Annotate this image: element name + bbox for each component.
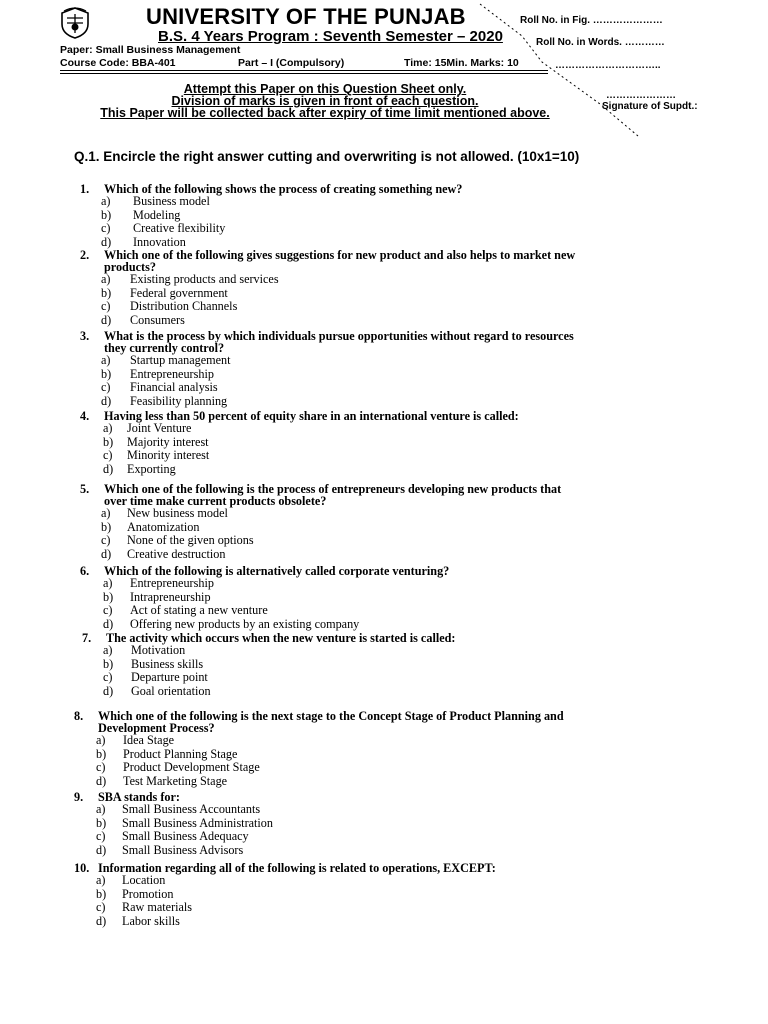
answer-option[interactable]: Offering new products by an existing company: [130, 616, 360, 631]
question-number: 3.: [80, 329, 90, 343]
answer-option[interactable]: New business model: [127, 506, 228, 521]
answer-option[interactable]: Product Planning Stage: [123, 746, 238, 761]
answer-option[interactable]: Financial analysis: [130, 380, 218, 395]
instruction-line: This Paper will be collected back after expiry of time limit mentioned above.: [100, 106, 550, 120]
answer-option[interactable]: Idea Stage: [123, 733, 175, 748]
answer-option[interactable]: Startup management: [130, 353, 231, 368]
answer-option[interactable]: Motivation: [131, 643, 186, 658]
answer-option[interactable]: Consumers: [130, 313, 185, 327]
question-text: Which of the following shows the process of creating something new?: [104, 182, 463, 196]
answer-option[interactable]: Innovation: [133, 234, 186, 249]
option-letter: c): [101, 533, 111, 548]
program-title: B.S. 4 Years Program : Seventh Semester – 2020: [158, 28, 503, 45]
answer-option[interactable]: Small Business Accountants: [122, 802, 261, 817]
option-letter: c): [101, 221, 111, 236]
answer-option[interactable]: Small Business Adequacy: [122, 829, 249, 844]
option-letter: a): [101, 272, 111, 287]
option-letter: b): [96, 886, 107, 901]
time-and-marks: Time: 15Min. Marks: 10: [404, 57, 519, 69]
answer-option[interactable]: Promotion: [122, 886, 174, 901]
answer-option[interactable]: Product Development Stage: [123, 760, 260, 775]
option-letter: c): [103, 603, 113, 618]
option-letter: d): [101, 234, 112, 249]
question-text: Which of the following is alternatively called corporate venturing?: [104, 564, 450, 578]
university-crest-icon: [58, 6, 92, 40]
question-text: Which one of the following gives suggestions for new product and also helps to market new: [104, 248, 576, 262]
option-letter: c): [96, 900, 106, 915]
answer-option[interactable]: Goal orientation: [131, 683, 211, 698]
question-text: over time make current products obsolete?: [104, 494, 327, 509]
option-letter: a): [101, 353, 111, 368]
answer-option[interactable]: Anatomization: [127, 519, 200, 534]
option-letter: d): [103, 683, 114, 698]
option-letter: d): [101, 313, 112, 327]
option-letter: a): [96, 733, 106, 748]
option-letter: c): [101, 299, 111, 314]
instruction-line: Attempt this Paper on this Question Sheet only.: [183, 82, 467, 96]
answer-option[interactable]: Distribution Channels: [130, 299, 238, 314]
answer-option[interactable]: Test Marketing Stage: [123, 774, 228, 788]
paper-name: Paper: Small Business Management: [60, 44, 241, 56]
option-letter: b): [103, 434, 114, 449]
instruction-line: Division of marks is given in front of each question.: [171, 94, 479, 108]
option-letter: b): [103, 656, 114, 671]
answer-option[interactable]: Raw materials: [122, 900, 193, 915]
signature-label: Signature of Supdt.:: [602, 101, 698, 112]
answer-option[interactable]: Majority interest: [127, 434, 209, 449]
option-letter: d): [103, 461, 114, 476]
option-letter: b): [96, 815, 107, 830]
answer-option[interactable]: None of the given options: [127, 533, 254, 548]
question-text: products?: [104, 260, 156, 275]
answer-option[interactable]: Location: [122, 873, 166, 888]
answer-option[interactable]: Exporting: [127, 461, 176, 476]
answer-option[interactable]: Modeling: [133, 207, 181, 222]
answer-option[interactable]: Joint Venture: [127, 421, 192, 436]
option-letter: a): [103, 576, 113, 591]
option-letter: d): [101, 547, 112, 561]
option-letter: a): [96, 802, 106, 817]
option-letter: b): [96, 746, 107, 761]
answer-option[interactable]: Small Business Administration: [122, 815, 273, 830]
question-text: Information regarding all of the following is related to operations, EXCEPT:: [98, 861, 496, 875]
paper-part: Part – I (Compulsory): [238, 57, 345, 69]
question-number: 1.: [80, 182, 90, 196]
option-letter: a): [96, 873, 106, 888]
question-number: 5.: [80, 482, 90, 496]
question-text: Which one of the following is the process of entrepreneurs developing new products that: [104, 482, 562, 496]
university-name: UNIVERSITY OF THE PUNJAB: [146, 4, 466, 29]
answer-option[interactable]: Creative destruction: [127, 547, 226, 561]
option-letter: a): [103, 421, 113, 436]
option-letter: c): [103, 448, 113, 463]
answer-option[interactable]: Business model: [133, 194, 210, 209]
answer-option[interactable]: Entrepreneurship: [130, 366, 214, 381]
course-code: Course Code: BBA-401: [60, 57, 176, 69]
question-text: SBA stands for:: [98, 790, 180, 804]
answer-option[interactable]: Entrepreneurship: [130, 576, 214, 591]
option-letter: c): [101, 380, 111, 395]
option-letter: d): [103, 616, 114, 631]
question-text: Which one of the following is the next stage to the Concept Stage of Product Planning and: [98, 709, 564, 723]
option-letter: d): [96, 913, 107, 928]
answer-option[interactable]: Existing products and services: [130, 272, 279, 287]
answer-option[interactable]: Act of stating a new venture: [130, 603, 268, 618]
answer-option[interactable]: Minority interest: [127, 448, 210, 463]
option-letter: b): [103, 589, 114, 604]
question-text: What is the process by which individuals pursue opportunities without regard to resources: [104, 329, 574, 343]
answer-option[interactable]: Small Business Advisors: [122, 842, 244, 857]
answer-option[interactable]: Intrapreneurship: [130, 589, 211, 604]
question-text: Development Process?: [98, 721, 215, 736]
option-letter: b): [101, 366, 112, 381]
question-number: 10.: [74, 861, 90, 875]
roll-number-words-field[interactable]: Roll No. in Words. …………: [536, 37, 665, 48]
question-text: they currently control?: [104, 341, 225, 356]
question-number: 2.: [80, 248, 90, 262]
answer-option[interactable]: Creative flexibility: [133, 221, 226, 236]
answer-option[interactable]: Labor skills: [122, 913, 180, 928]
roll-number-figures-field[interactable]: Roll No. in Fig. …………………: [520, 15, 663, 26]
option-letter: a): [103, 643, 113, 658]
option-letter: d): [96, 774, 107, 788]
option-letter: d): [96, 842, 107, 857]
option-letter: b): [101, 207, 112, 222]
option-letter: a): [101, 506, 111, 521]
option-letter: c): [103, 670, 113, 685]
question-text: The activity which occurs when the new venture is started is called:: [106, 631, 456, 645]
option-letter: c): [96, 760, 106, 775]
option-letter: c): [96, 829, 106, 844]
option-letter: a): [101, 194, 111, 209]
answer-option[interactable]: Business skills: [131, 656, 204, 671]
question-number: 8.: [74, 709, 84, 723]
answer-option[interactable]: Federal government: [130, 285, 228, 300]
option-letter: b): [101, 519, 112, 534]
roll-number-words-continuation[interactable]: …………………………..: [555, 60, 661, 71]
signature-line[interactable]: …………………: [606, 90, 676, 101]
section-title: Q.1. Encircle the right answer cutting and overwriting is not allowed. (10x1=10): [74, 149, 580, 164]
question-number: 4.: [80, 409, 90, 423]
question-number: 9.: [74, 790, 84, 804]
question-number: 6.: [80, 564, 90, 578]
answer-option[interactable]: Departure point: [131, 670, 208, 685]
question-number: 7.: [82, 631, 92, 645]
option-letter: d): [101, 394, 112, 408]
answer-option[interactable]: Feasibility planning: [130, 394, 228, 408]
option-letter: b): [101, 285, 112, 300]
question-text: Having less than 50 percent of equity share in an international venture is called:: [104, 409, 519, 423]
